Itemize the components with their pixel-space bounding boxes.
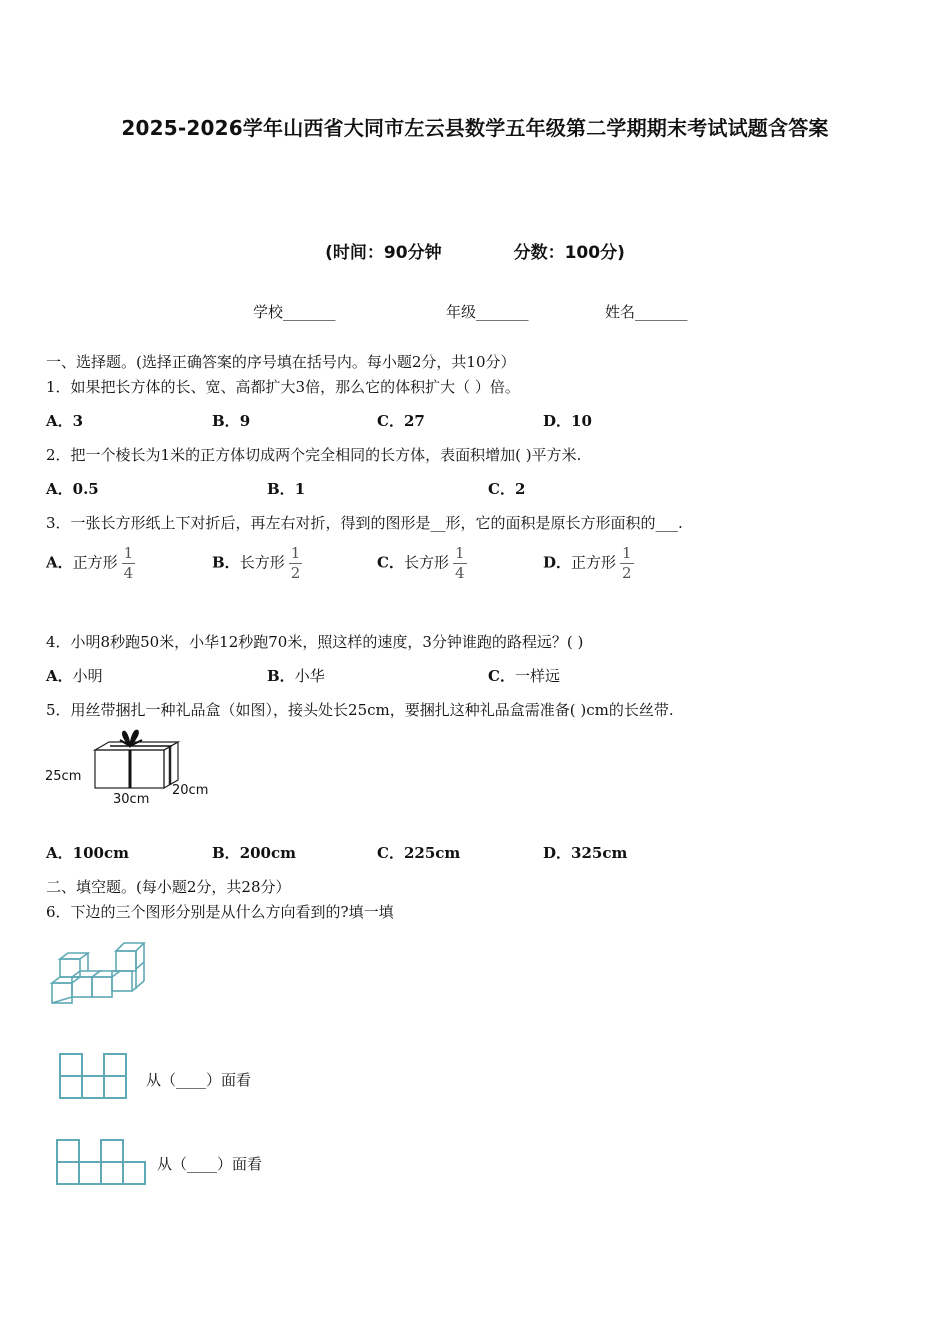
q2-option-b: B．1 (267, 480, 306, 498)
q1-option-b: B．9 (212, 412, 251, 430)
exam-time: (时间：90分钟 (325, 243, 442, 263)
exam-meta (0, 238, 950, 263)
name-field: 姓名_______ (605, 303, 688, 321)
view-2-answer: 从（____）面看 (157, 1155, 263, 1173)
q3-option-b: B．长方形 $\frac{1}{2}$ (212, 544, 301, 582)
q4-option-c: C．一样远 (488, 667, 560, 685)
fraction: $\frac{1}{4}$ (123, 544, 134, 582)
q1-option-d: D．10 (543, 412, 592, 430)
gift-box-figure (90, 728, 185, 798)
question-3: 3．一张长方形纸上下对折后，再左右对折，得到的图形是__形，它的面积是原长方形面积的___. (46, 514, 683, 532)
q5-option-b: B．200cm (212, 844, 297, 862)
q2-option-a: A．0.5 (46, 480, 99, 498)
q1-option-a: A．3 (46, 412, 84, 430)
section-1-heading: 一、选择题。(选择正确答案的序号填在括号内。每小题2分，共10分） (46, 353, 516, 371)
question-2: 2．把一个棱长为1米的正方体切成两个完全相同的长方体，表面积增加( )平方米. (46, 446, 582, 464)
cube-stack-figure (50, 935, 150, 1007)
q2-option-c: C．2 (488, 480, 526, 498)
question-6: 6．下边的三个图形分别是从什么方向看到的?填一填 (46, 903, 394, 921)
school-field: 学校_______ (253, 303, 336, 321)
q5-option-d: D．325cm (543, 844, 628, 862)
fraction: $\frac{1}{2}$ (290, 544, 301, 582)
exam-score: 分数：100分) (513, 243, 625, 263)
question-1: 1．如果把长方体的长、宽、高都扩大3倍，那么它的体积扩大（ ）倍。 (46, 378, 520, 396)
grade-field: 年级_______ (446, 303, 529, 321)
box-height-label: 25cm (45, 769, 82, 784)
q5-option-c: C．225cm (377, 844, 461, 862)
section-2-heading: 二、填空题。(每小题2分，共28分） (46, 878, 291, 896)
q4-option-b: B．小华 (267, 667, 325, 685)
question-5: 5．用丝带捆扎一种礼品盒（如图），接头处长25cm，要捆扎这种礼品盒需准备( )cm的长丝带. (46, 701, 674, 719)
q3-option-d: D．正方形 $\frac{1}{2}$ (543, 544, 632, 582)
q4-option-a: A．小明 (46, 667, 103, 685)
q5-option-a: A．100cm (46, 844, 129, 862)
fraction: $\frac{1}{4}$ (454, 544, 465, 582)
view-1-answer: 从（____）面看 (146, 1071, 252, 1089)
q3-option-a: A．正方形 $\frac{1}{4}$ (46, 544, 134, 582)
page-title: 2025-2026学年山西省大同市左云县数学五年级第二学期期末考试试题含答案 (121, 116, 829, 140)
box-width-label: 20cm (172, 783, 209, 798)
fraction: $\frac{1}{2}$ (622, 544, 632, 582)
question-4: 4．小明8秒跑50米，小华12秒跑70米，照这样的速度，3分钟谁跑的路程远？( ) (46, 633, 584, 651)
box-length-label: 30cm (113, 792, 150, 807)
view-2-figure (55, 1138, 151, 1188)
q3-option-c: C．长方形 $\frac{1}{4}$ (377, 544, 465, 582)
q1-option-c: C．27 (377, 412, 425, 430)
view-1-figure (58, 1052, 130, 1100)
